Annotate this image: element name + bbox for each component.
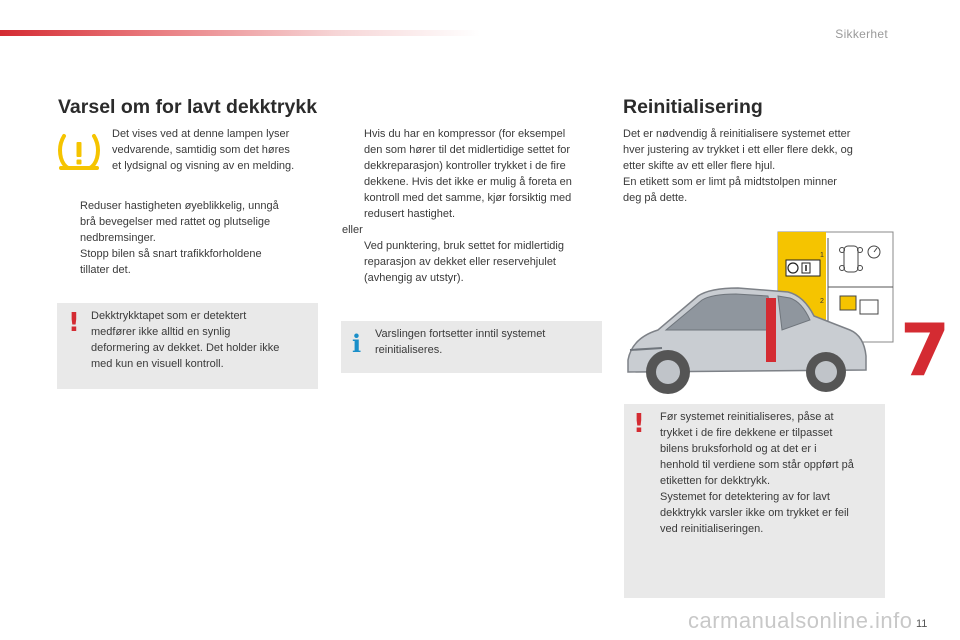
heading-reinitialisation: Reinitialisering bbox=[623, 96, 763, 118]
procedure-text bbox=[342, 126, 604, 286]
text-line: tillater det. bbox=[80, 264, 131, 276]
info-note-text bbox=[375, 326, 595, 358]
text-line: nedbremsinger. bbox=[80, 232, 156, 244]
text-line: med kun en visuell kontroll. bbox=[91, 358, 224, 370]
warning-note-box bbox=[57, 303, 318, 389]
chapter-number: 7 bbox=[900, 308, 951, 392]
text-line: kontroll med det samme, kjør forsiktig med bbox=[364, 192, 572, 204]
text-line: deg på dette. bbox=[623, 192, 688, 204]
text-line: Varslingen fortsetter inntil systemet bbox=[375, 328, 546, 340]
text-line: trykket i de fire dekkene er tilpasset bbox=[660, 427, 833, 439]
text-line: Dekktrykktapet som er detektert bbox=[91, 310, 247, 322]
reinit-warning-box bbox=[624, 404, 885, 598]
text-line: Reduser hastigheten øyeblikkelig, unngå bbox=[80, 200, 279, 212]
text-line: etiketten for dekktrykk. bbox=[660, 475, 771, 487]
list-item bbox=[342, 238, 604, 286]
reinit-warning-text bbox=[660, 409, 882, 537]
text-line: medfører ikke alltid en synlig bbox=[91, 326, 231, 338]
list-item bbox=[58, 246, 318, 278]
text-line: Ved punktering, bruk settet for midlertidig bbox=[364, 240, 564, 252]
intro-text bbox=[112, 126, 327, 174]
text-line: Det er nødvendig å reinitialisere systemet etter bbox=[623, 128, 851, 140]
text-line: brå bevegelser med rattet og plutselige bbox=[80, 216, 271, 228]
text-line: Før systemet reinitialiseres, påse at bbox=[660, 411, 834, 423]
text-line: den som hører til det midlertidige settet for bbox=[364, 144, 571, 156]
text-line: dekktrykk varsler ikke om trykket er feil bbox=[660, 507, 849, 519]
text-line: hver justering av trykket i ett eller flere dekk, og bbox=[623, 144, 853, 156]
text-line: Det vises ved at denne lampen lyser bbox=[112, 128, 290, 140]
page-number: 11 bbox=[916, 618, 928, 630]
car-with-pillar-label-illustration bbox=[618, 230, 894, 410]
warning-exclamation-icon: ! bbox=[633, 409, 645, 439]
text-line: reparasjon av dekket eller reservehjulet bbox=[364, 256, 556, 268]
section-title: Sikkerhet bbox=[835, 27, 888, 41]
text-line: etter skifte av ett eller flere hjul. bbox=[623, 160, 776, 172]
text-line: dekkreparasjon) kontroller trykket i de fire bbox=[364, 160, 566, 172]
text-line: vedvarende, samtidig som det høres bbox=[112, 144, 290, 156]
text-line: dekkene. Hvis det ikke er mulig å foreta en bbox=[364, 176, 572, 188]
warning-exclamation-icon: ! bbox=[68, 308, 80, 338]
header-accent-bar bbox=[0, 30, 480, 36]
text-line: bilens bruksforhold og at det er i bbox=[660, 443, 817, 455]
text-line: (avhengig av utstyr). bbox=[364, 272, 464, 284]
action-list bbox=[58, 198, 318, 278]
reinit-body-text bbox=[623, 126, 893, 206]
text-line: Systemet for detektering av for lavt bbox=[660, 491, 830, 503]
or-text: eller bbox=[342, 224, 363, 236]
car-label-illustration bbox=[618, 230, 894, 410]
text-line: En etikett som er limt på midtstolpen minner bbox=[623, 176, 837, 188]
text-line: Hvis du har en kompressor (for eksempel bbox=[364, 128, 566, 140]
list-item bbox=[342, 126, 604, 222]
text-line: Stopp bilen så snart trafikkforholdene bbox=[80, 248, 262, 260]
text-line: ved reinitialiseringen. bbox=[660, 523, 764, 535]
text-line: reinitialiseres. bbox=[375, 344, 443, 356]
info-note-box bbox=[341, 321, 602, 373]
label-step-number: 1 bbox=[820, 252, 824, 259]
heading-low-pressure-warning: Varsel om for lavt dekktrykk bbox=[58, 96, 318, 118]
text-line: deformering av dekket. Det holder ikke bbox=[91, 342, 280, 354]
list-item bbox=[58, 198, 318, 246]
text-line: et lydsignal og visning av en melding. bbox=[112, 160, 295, 172]
label-step-number: 2 bbox=[820, 298, 824, 305]
watermark-text: carmanualsonline.info bbox=[688, 608, 913, 633]
info-icon: i bbox=[352, 329, 362, 358]
text-line: redusert hastighet. bbox=[364, 208, 456, 220]
warning-note-text bbox=[91, 308, 311, 372]
text-line: henhold til verdiene som står oppført på bbox=[660, 459, 854, 471]
tire-pressure-warning-icon bbox=[56, 132, 102, 172]
